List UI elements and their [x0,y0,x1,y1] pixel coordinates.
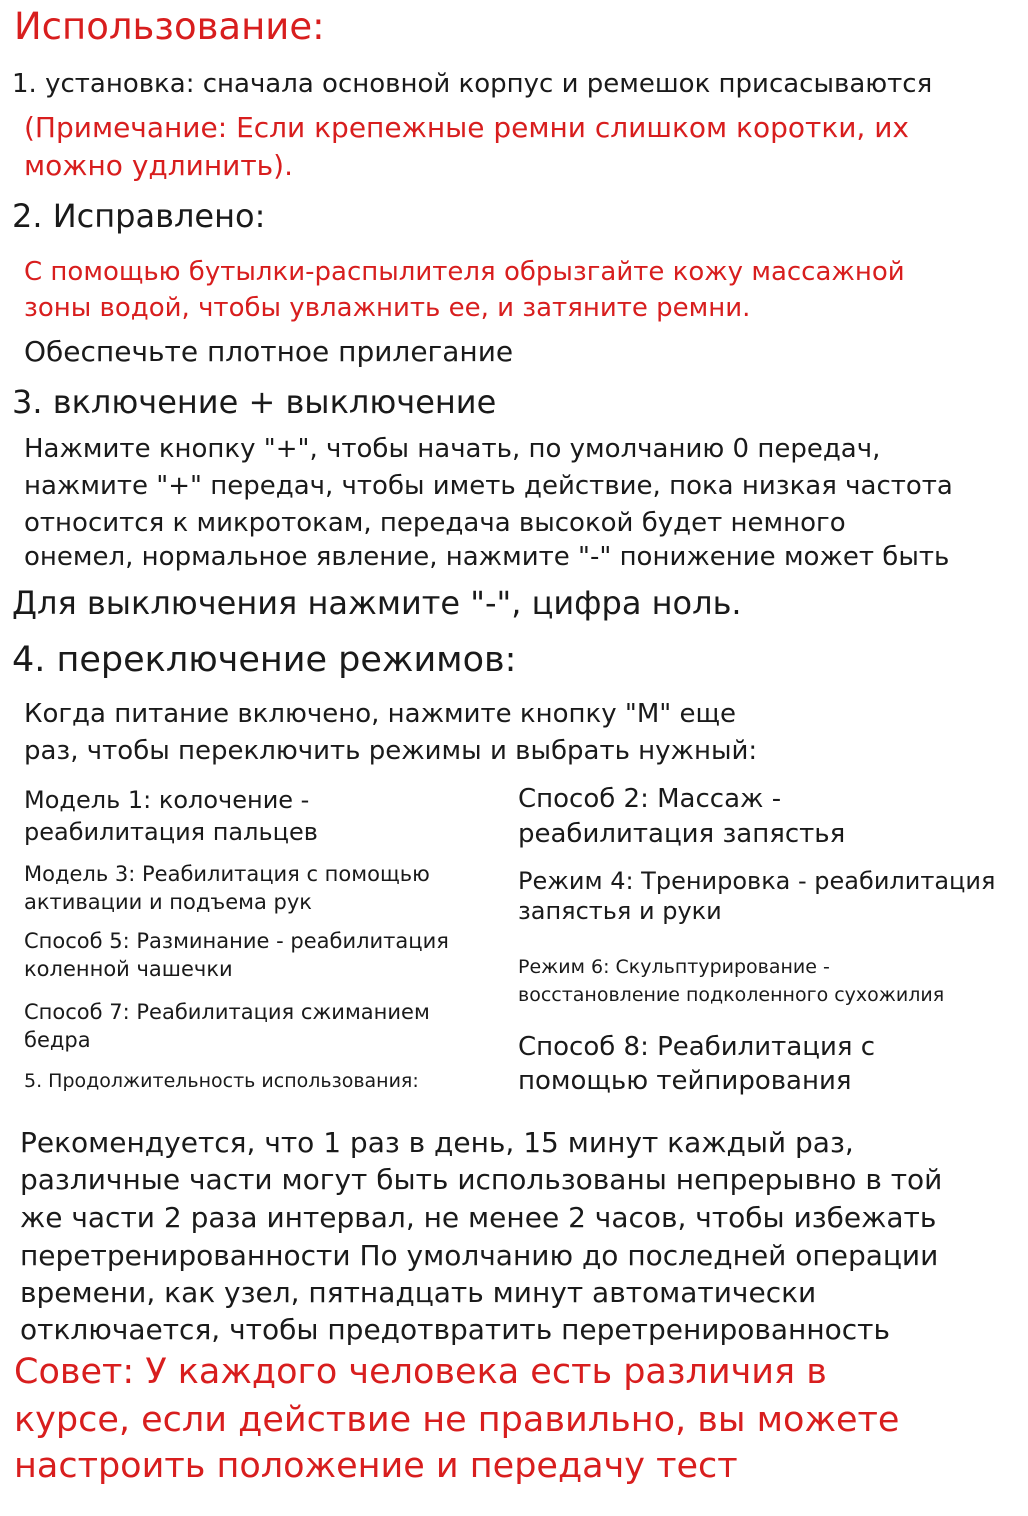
step1-note-line2: можно удлинить). [24,149,293,182]
step2-line1: С помощью бутылки-распылителя обрызгайте кожу массажной [24,257,905,287]
mode1-line1: Модель 1: колочение - [24,786,310,814]
step3-line1: Нажмите кнопку "+", чтобы начать, по умолчанию 0 передач, [24,434,881,464]
mode4-line1: Режим 4: Тренировка - реабилитация [518,867,996,895]
step2-line3: Обеспечьте плотное прилегание [24,335,514,368]
step3-off-line: Для выключения нажмите "-", цифра ноль. [12,584,742,622]
step3-heading: 3. включение + выключение [12,383,497,421]
step5-line6: отключается, чтобы предотвратить перетренированность [20,1313,890,1346]
step5-line1: Рекомендуется, что 1 раз в день, 15 минут каждый раз, [20,1126,854,1159]
step5-line5: времени, как узел, пятнадцать минут автоматически [20,1276,817,1309]
step5-heading: 5. Продолжительность использования: [24,1070,419,1092]
mode7-line1: Способ 7: Реабилитация сжиманием [24,1000,430,1024]
mode2-line1: Способ 2: Массаж - [518,784,782,814]
step2-line2: зоны водой, чтобы увлажнить ее, и затяните ремни. [24,293,751,323]
tip-line1: Совет: У каждого человека есть различия в [14,1352,827,1392]
step1-note-line1: (Примечание: Если крепежные ремни слишком коротки, их [24,111,909,144]
step1-text: 1. установка: сначала основной корпус и ремешок присасываются [12,69,933,99]
step3-line4: онемел, нормальное явление, нажмите "-" понижение может быть [24,542,950,572]
page-title: Использование: [14,5,325,48]
step5-line2: различные части могут быть использованы непрерывно в той [20,1163,943,1196]
mode7-line2: бедра [24,1028,91,1052]
mode4-line2: запястья и руки [518,897,722,925]
step5-line4: перетренированности По умолчанию до последней операции [20,1239,939,1272]
step3-line3: относится к микротокам, передача высокой будет немного [24,508,846,538]
tip-line3: настроить положение и передачу тест [14,1446,738,1486]
step4-intro-line2: раз, чтобы переключить режимы и выбрать нужный: [24,736,758,766]
step5-line3: же части 2 раза интервал, не менее 2 часов, чтобы избежать [20,1201,937,1234]
step4-intro-line1: Когда питание включено, нажмите кнопку "M" еще [24,699,736,729]
mode3-line1: Модель 3: Реабилитация с помощью [24,862,430,886]
mode5-line2: коленной чашечки [24,957,233,981]
mode1-line2: реабилитация пальцев [24,818,318,846]
step3-line2: нажмите "+" передач, чтобы иметь действие, пока низкая частота [24,471,953,501]
mode6-line2: восстановление подколенного сухожилия [518,984,945,1006]
step2-heading: 2. Исправлено: [12,197,266,235]
mode3-line2: активации и подъема рук [24,890,312,914]
tip-line2: курсе, если действие не правильно, вы можете [14,1400,900,1440]
mode8-line2: помощью тейпирования [518,1066,852,1096]
step4-heading: 4. переключение режимов: [12,640,517,680]
mode5-line1: Способ 5: Разминание - реабилитация [24,929,449,953]
mode2-line2: реабилитация запястья [518,819,846,849]
mode8-line1: Способ 8: Реабилитация с [518,1032,876,1062]
mode6-line1: Режим 6: Скульптурирование - [518,956,830,978]
